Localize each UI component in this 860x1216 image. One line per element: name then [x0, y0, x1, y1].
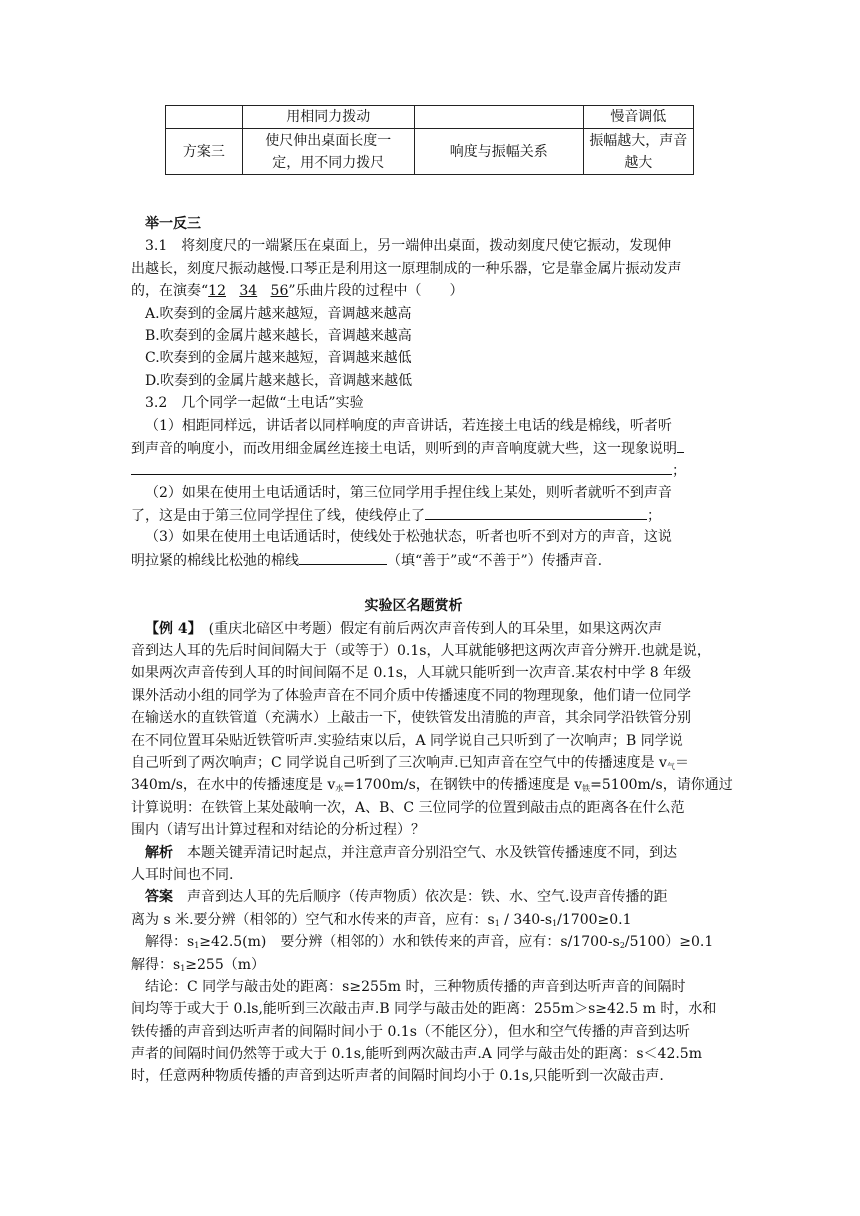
text-run: =5100m/s，请你通过 — [590, 777, 733, 794]
analysis-text — [131, 842, 696, 864]
table-cell: 慢音调低 — [583, 106, 693, 129]
note-number: 56 — [270, 283, 289, 300]
text-run: (重庆北碚区中考题）假定有前后两次声音传到人的耳朵里，如果这两次声 — [194, 620, 663, 637]
solution-text — [131, 931, 714, 953]
answer-text — [131, 909, 696, 931]
text-run: ＝ — [674, 754, 689, 771]
body-text — [131, 213, 733, 1088]
conclusion-text: 声者的间隔时间仍然等于或大于 0.1s,能听到两次敲击声.A 同学与敲击处的距离：s＜42.5m — [131, 1046, 702, 1063]
example-text: 音到达人耳的先后时间间隔大于（或等于）0.1s，人耳就能够把这两次声音分辨开.也就是说， — [131, 643, 711, 660]
subscript: 1 — [552, 918, 558, 928]
question-text — [131, 280, 696, 302]
table-cell — [414, 106, 583, 129]
example-text — [131, 774, 733, 796]
question-text — [131, 437, 696, 459]
table-cell-conclusion — [583, 129, 693, 175]
question-text — [131, 549, 696, 571]
subscript: 铁 — [582, 784, 591, 794]
text-run: 340m/s，在水中的传播速度是 v — [131, 777, 336, 794]
example-text: 围内（请写出计算过程和对结论的分析过程）？ — [131, 822, 425, 839]
answer-blank — [425, 504, 647, 520]
solution-text — [131, 954, 696, 976]
option-b: B.吹奏到的金属片越来越长，音调越来越高 — [145, 327, 412, 344]
subscript: 1 — [494, 918, 500, 928]
text-run: 明拉紧的棉线比松弛的棉线 — [131, 552, 299, 569]
table-cell — [166, 106, 243, 129]
text-run: 本题关键弄清记时起点，并注意声音分别沿空气、水及铁管传播速度不同，到达 — [173, 844, 677, 861]
analysis-text: 人耳时间也不同. — [131, 866, 234, 883]
conclusion-text: 时，任意两种物质传播的声音到达听声者的间隔时间均小于 0.1s,只能听到一次敲击声. — [131, 1068, 664, 1085]
question-text: 出越长，刻度尺振动越慢.口琴正是利用这一原理制成的一种乐器，它是靠金属片振动发声 — [131, 260, 682, 277]
text-run: 离为 s 米.要分辨（相邻的）空气和水传来的声音，应有：s — [131, 911, 495, 928]
text-run: ≥255（m） — [185, 956, 266, 973]
example-text — [131, 752, 696, 774]
table-cell-label: 方案三 — [166, 129, 243, 175]
text-run: 了，这是由于第三位同学捏住了线，使线停止了 — [131, 508, 425, 525]
cell-line: 使尺伸出桌面长度一 — [265, 132, 392, 149]
question-text: （1）相距同样远，讲话者以同样响度的声音讲话，若连接土电话的线是棉线，听者听 — [145, 417, 672, 434]
text-run: /5100）≥0.1 — [624, 934, 714, 951]
question-text: （3）如果在使用土电话通话时，使线处于松弛状态，听者也听不到对方的声音，这说 — [145, 529, 672, 546]
subscript: 1 — [194, 941, 200, 951]
text-run: 解得：s — [145, 934, 195, 951]
example-label: 【例 4】 — [145, 620, 195, 637]
table-cell: 用相同力拨动 — [242, 106, 414, 129]
table-row — [166, 106, 694, 129]
option-a: A.吹奏到的金属片越来越短，音调越来越高 — [145, 305, 412, 322]
table-cell-purpose: 响度与振幅关系 — [414, 129, 583, 175]
example-text: 计算说明：在铁管上某处敲响一次，A、B、C 三位同学的位置到敲击点的距离各在什么范 — [131, 799, 685, 816]
cell-line: 越大 — [624, 154, 653, 171]
question-text: 3.2 几个同学一起做“土电话”实验 — [145, 395, 364, 412]
cell-line: 定，用不同力拨尺 — [272, 154, 385, 171]
text-run: （填“善于”或“不善于”）传播声音. — [387, 552, 603, 569]
example-text: 在不同位置耳朵贴近铁管听声.实验结束以后，A 同学说自己只听到了一次响声；B 同学说 — [131, 732, 683, 749]
answer-line — [131, 459, 696, 481]
text-run: =1700m/s，在钢铁中的传播速度是 v — [343, 777, 583, 794]
example-text: 在输送水的直铁管道（充满水）上敲击一下，使铁管发出清脆的声音，其余同学沿铁管分别 — [131, 710, 691, 727]
text-run: 的，在演奏“ — [131, 283, 209, 300]
text-run: ”乐曲片段的过程中（ ） — [288, 283, 464, 300]
subscript: 2 — [619, 941, 625, 951]
text-run: ； — [647, 508, 661, 525]
answer-blank — [677, 437, 684, 453]
question-text: （2）如果在使用土电话通话时，第三位同学用手捏住线上某处，则听者就听不到声音 — [145, 484, 672, 501]
cell-line: 振幅越大，声音 — [589, 132, 688, 149]
practice-heading: 举一反三 — [145, 216, 201, 232]
text-run: 解得：s — [131, 956, 181, 973]
text-run: 自己听到了两次响声；C 同学说自己听到了三次响声.已知声音在空气中的传播速度是 v — [131, 754, 667, 771]
conclusion-text: 间均等于或大于 0.ls,能听到三次敲击声.B 同学与敲击处的距离：255m＞s≥42.5 m 时，水和 — [131, 1001, 717, 1018]
experiment-table — [165, 105, 694, 175]
answer-blank — [299, 549, 387, 565]
analysis-label: 解析 — [145, 844, 173, 861]
text-run: ； — [672, 463, 686, 480]
subscript: 水 — [335, 784, 344, 794]
conclusion-text: 结论：C 同学与敲击处的距离：s≥255m 时，三种物质传播的声音到达听声音的间隔时 — [145, 978, 686, 995]
answer-label: 答案 — [145, 889, 173, 906]
option-c: C.吹奏到的金属片越来越短，音调越来越低 — [145, 350, 412, 367]
example-text: 如果两次声音传到人耳的时间间隔不足 0.1s，人耳就只能听到一次声音.某农村中学 8 年级 — [131, 665, 692, 682]
option-d: D.吹奏到的金属片越来越长，音调越来越低 — [145, 372, 413, 389]
question-text: 3.1 将刻度尺的一端紧压在桌面上，另一端伸出桌面，拨动刻度尺使它振动，发现伸 — [145, 238, 672, 255]
text-run: ≥42.5(m) 要分辨（相邻的）水和铁传来的声音，应有：s/1700-s — [199, 934, 620, 951]
answer-text — [131, 886, 696, 908]
text-run: /1700≥0.1 — [557, 911, 632, 928]
table-row — [166, 129, 694, 175]
text-run: / 340-s — [499, 911, 553, 928]
section-title: 实验区名题赏析 — [364, 598, 463, 615]
text-run: 声音到达人耳的先后顺序（传声物质）依次是：铁、水、空气.设声音传播的距 — [173, 889, 668, 906]
question-text — [131, 504, 696, 526]
example-text — [131, 618, 696, 640]
text-run: 到声音的响度小，而改用细金属丝连接土电话，则听到的声音响度就大些，这一现象说明 — [131, 440, 677, 457]
example-text: 课外活动小组的同学为了体验声音在不同介质中传播速度不同的物理现象，他们请一位同学 — [131, 687, 691, 704]
conclusion-text: 铁传播的声音到达听声者的间隔时间小于 0.1s（不能区分），但水和空气传播的声音到达听 — [131, 1023, 690, 1040]
note-number: 12 — [208, 283, 226, 300]
subscript: 1 — [180, 963, 186, 973]
table-cell-method — [242, 129, 414, 175]
subscript: 气 — [666, 761, 675, 771]
answer-blank — [131, 459, 672, 475]
note-number: 34 — [239, 283, 258, 300]
